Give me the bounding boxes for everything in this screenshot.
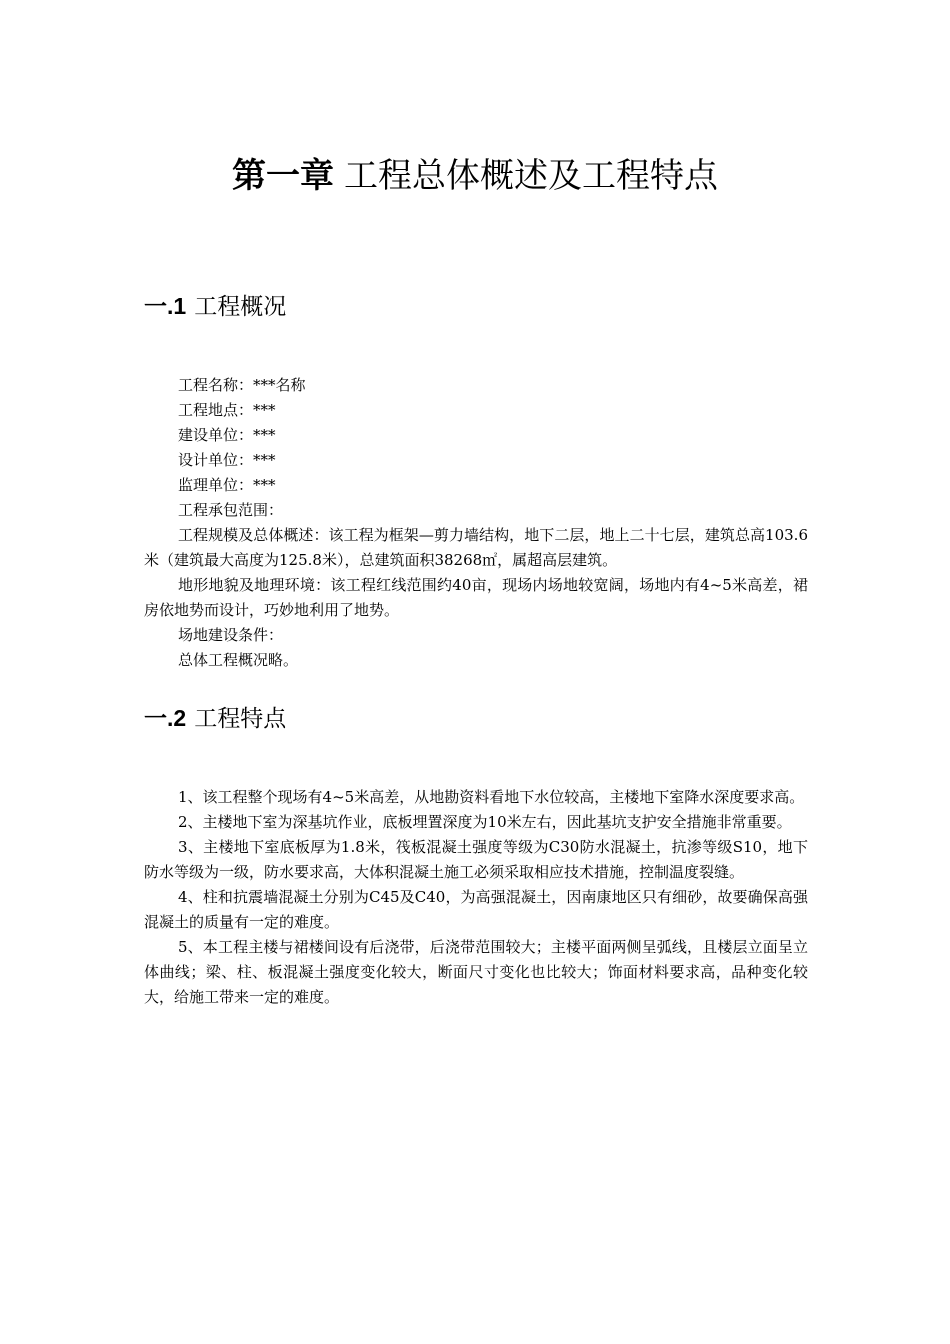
section-2-body [144, 785, 808, 1010]
paragraph: 工程名称：***名称 [178, 376, 306, 394]
paragraph: 工程规模及总体概述：该工程为框架—剪力墙结构，地下二层，地上二十七层，建筑总高103.6米（建筑最大高度为125.8米），总建筑面积38268㎡，属超高层建筑。 [144, 526, 808, 569]
section-title-2: 工程特点 [194, 706, 287, 732]
paragraph: 1、该工程整个现场有4~5米高差，从地勘资料看地下水位较高，主楼地下室降水深度要求高。 [178, 788, 805, 806]
paragraph: 工程地点：*** [178, 401, 276, 419]
paragraph: 4、柱和抗震墙混凝土分别为C45及C40，为高强混凝土，因南康地区只有细砂，故要确保高强混凝土的质量有一定的难度。 [144, 888, 808, 931]
paragraph: 工程承包范围： [178, 501, 284, 519]
section-number-1: 一.1 [144, 293, 187, 319]
chapter-number: 第一章 [232, 156, 334, 196]
paragraph: 总体工程概况略。 [178, 651, 299, 669]
paragraph: 监理单位：*** [178, 476, 276, 494]
paragraph: 地形地貌及地理环境：该工程红线范围约40亩，现场内场地较宽阔，场地内有4~5米高差，裙房依地势而设计，巧妙地利用了地势。 [144, 576, 808, 619]
section-heading-1 [144, 290, 286, 323]
section-title-1: 工程概况 [194, 294, 287, 320]
section-1-body [144, 373, 808, 673]
chapter-title [0, 152, 950, 200]
paragraph: 5、本工程主楼与裙楼间设有后浇带，后浇带范围较大；主楼平面两侧呈弧线，且楼层立面呈立体曲线；梁、柱、板混凝土强度变化较大，断面尺寸变化也比较大；饰面材料要求高，品种变化较大，给施工带来一定的难度。 [144, 938, 808, 1006]
paragraph: 2、主楼地下室为深基坑作业，底板埋置深度为10米左右，因此基坑支护安全措施非常重要。 [178, 813, 792, 831]
chapter-title-text: 工程总体概述及工程特点 [344, 156, 718, 196]
paragraph: 设计单位：*** [178, 451, 276, 469]
section-heading-2 [144, 702, 286, 735]
paragraph: 3、主楼地下室底板厚为1.8米，筏板混凝土强度等级为C30防水混凝土，抗渗等级S10，地下防水等级为一级，防水要求高，大体积混凝土施工必须采取相应技术措施，控制温度裂缝。 [144, 838, 808, 881]
paragraph: 建设单位：*** [178, 426, 276, 444]
section-number-2: 一.2 [144, 705, 187, 731]
paragraph: 场地建设条件： [178, 626, 284, 644]
